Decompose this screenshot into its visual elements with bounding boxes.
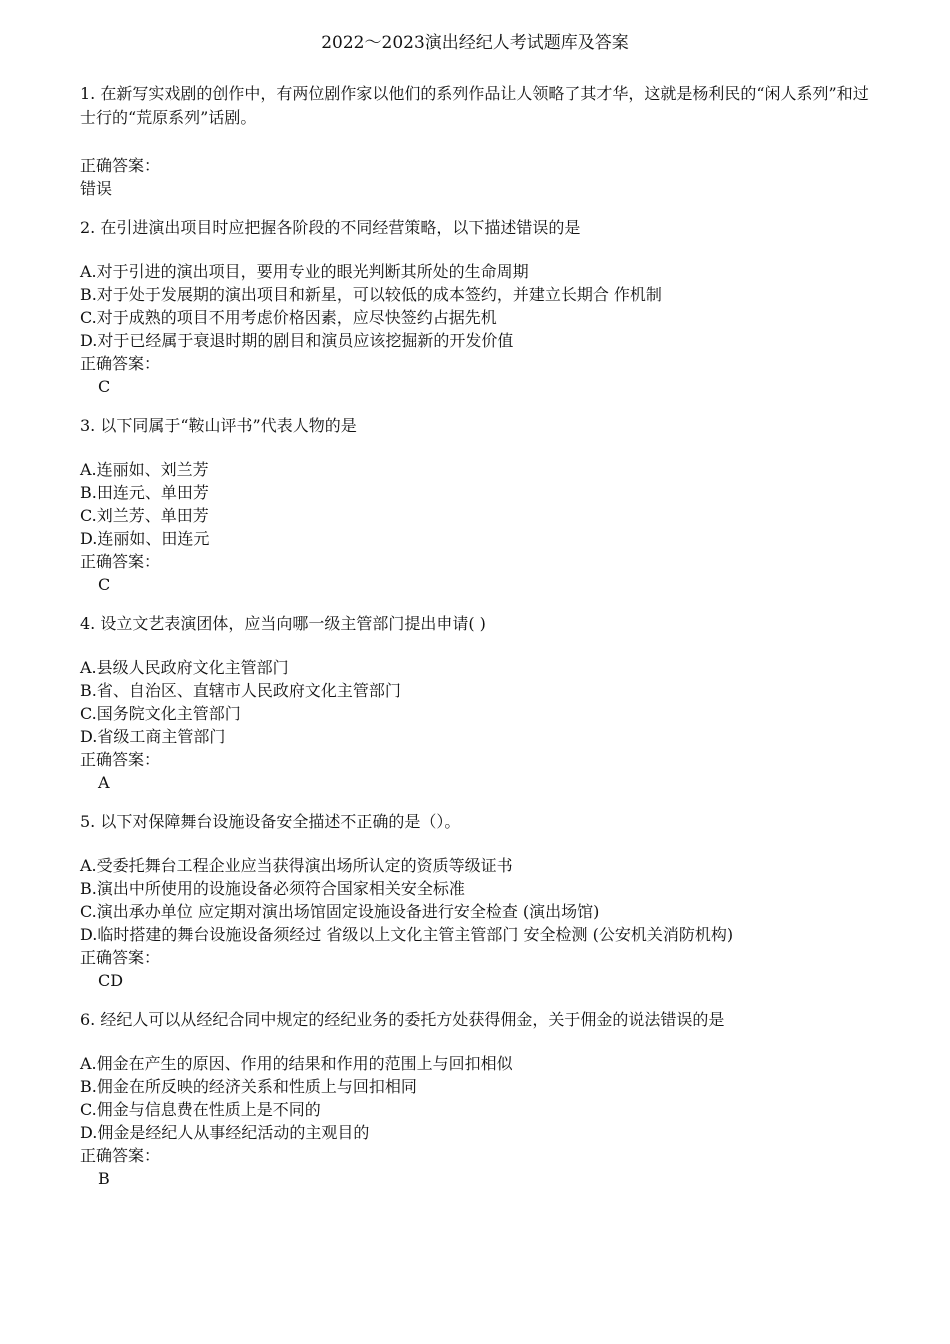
- question-6: [80, 1008, 880, 1190]
- question-list: [80, 82, 880, 1206]
- question-5: [80, 810, 880, 992]
- answer-value: B: [98, 1169, 110, 1188]
- question-4: [80, 612, 880, 794]
- answer-value: CD: [98, 971, 124, 990]
- option-b: B.对于处于发展期的演出项目和新星，可以较低的成本签约，并建立长期合 作机制: [80, 285, 662, 304]
- answer-value: A: [98, 773, 110, 792]
- option-a: A.连丽如、刘兰芳: [80, 460, 209, 479]
- option-d: D.对于已经属于衰退时期的剧目和演员应该挖掘新的开发价值: [80, 331, 514, 350]
- option-b: B.田连元、单田芳: [80, 483, 209, 502]
- option-d: D.临时搭建的舞台设施设备须经过 省级以上文化主管主管部门 安全检测 (公安机关消防机构): [80, 925, 734, 944]
- answer-value: C: [98, 377, 111, 396]
- option-d: D.佣金是经纪人从事经纪活动的主观目的: [80, 1123, 370, 1142]
- question-stem: 5. 以下对保障舞台设施设备安全描述不正确的是（）。: [80, 812, 461, 831]
- option-a: A.对于引进的演出项目，要用专业的眼光判断其所处的生命周期: [80, 262, 529, 281]
- question-stem: 1. 在新写实戏剧的创作中，有两位剧作家以他们的系列作品让人领略了其才华，这就是杨利民的“闲人系列”和过士行的“荒原系列”话剧。: [80, 84, 869, 127]
- answer-label: 正确答案：: [80, 750, 161, 769]
- question-stem: 6. 经纪人可以从经纪合同中规定的经纪业务的委托方处获得佣金，关于佣金的说法错误的是: [80, 1010, 725, 1029]
- answer-label: 正确答案：: [80, 354, 161, 373]
- option-b: B.省、自治区、直辖市人民政府文化主管部门: [80, 681, 401, 700]
- question-stem: 4. 设立文艺表演团体，应当向哪一级主管部门提出申请( ): [80, 614, 486, 633]
- option-a: A.县级人民政府文化主管部门: [80, 658, 289, 677]
- option-c: C.对于成熟的项目不用考虑价格因素，应尽快签约占据先机: [80, 308, 497, 327]
- question-stem: 2. 在引进演出项目时应把握各阶段的不同经营策略，以下描述错误的是: [80, 218, 581, 237]
- option-a: A.受委托舞台工程企业应当获得演出场所认定的资质等级证书: [80, 856, 513, 875]
- answer-label: 正确答案：: [80, 1146, 161, 1165]
- answer-value: 错误: [80, 179, 113, 198]
- question-3: [80, 414, 880, 596]
- option-c: C.国务院文化主管部门: [80, 704, 241, 723]
- question-stem: 3. 以下同属于“鞍山评书”代表人物的是: [80, 416, 357, 435]
- page-title: 2022～2023演出经纪人考试题库及答案: [321, 33, 629, 53]
- answer-label: 正确答案：: [80, 552, 161, 571]
- option-c: C.佣金与信息费在性质上是不同的: [80, 1100, 321, 1119]
- option-c: C.演出承办单位 应定期对演出场馆固定设施设备进行安全检查 (演出场馆): [80, 902, 600, 921]
- option-b: B.佣金在所反映的经济关系和性质上与回扣相同: [80, 1077, 417, 1096]
- option-b: B.演出中所使用的设施设备必须符合国家相关安全标准: [80, 879, 465, 898]
- option-a: A.佣金在产生的原因、作用的结果和作用的范围上与回扣相似: [80, 1054, 513, 1073]
- question-1: [80, 82, 880, 200]
- option-d: D.省级工商主管部门: [80, 727, 226, 746]
- option-c: C.刘兰芳、单田芳: [80, 506, 209, 525]
- answer-value: C: [98, 575, 111, 594]
- answer-label: 正确答案：: [80, 156, 161, 175]
- option-d: D.连丽如、田连元: [80, 529, 210, 548]
- answer-label: 正确答案：: [80, 948, 161, 967]
- question-2: [80, 216, 880, 398]
